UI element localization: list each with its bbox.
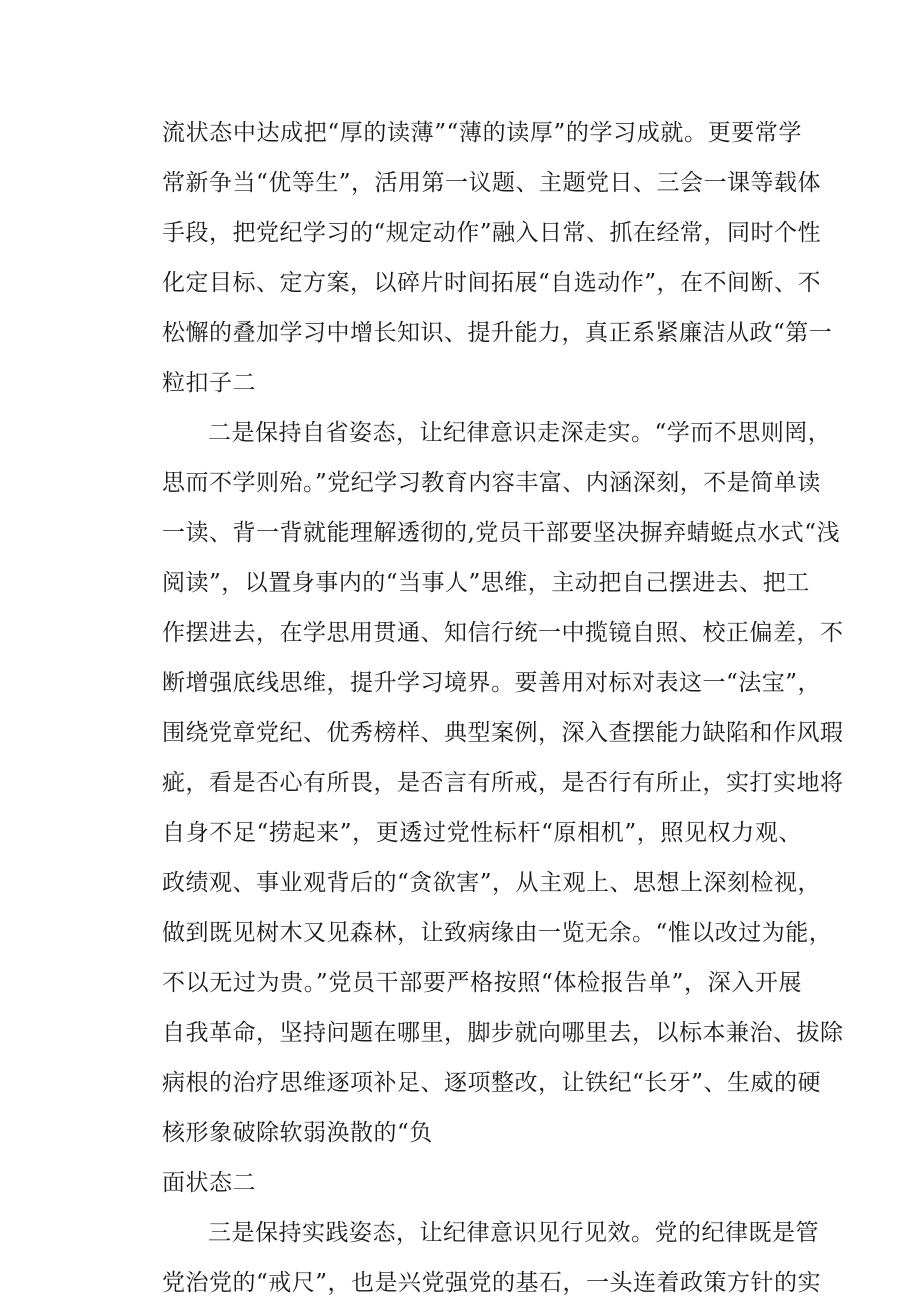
text-line: 疵，看是否心有所畏，是否言有所戒，是否行有所止，实打实地将 [162, 770, 844, 796]
text-line: 作摆进去，在学思用贯通、知信行统一中揽镜自照、校正偏差，不 [162, 620, 844, 646]
text-line: 面状态二 [162, 1170, 256, 1196]
text-line: 流状态中达成把“厚的读薄”“薄的读厚”的学习成就。更要常学 [162, 120, 802, 146]
text-line: 常新争当“优等生”，活用第一议题、主题党日、三会一课等载体 [162, 170, 822, 196]
text-line: 一读、背一背就能理解透彻的,党员干部要坚决摒弃蜻蜓点水式“浅 [162, 520, 841, 546]
text-line: 做到既见树木又见森林，让致病缘由一览无余。“惟以改过为能， [162, 920, 833, 946]
text-line: 政绩观、事业观背后的“贪欲害”，从主观上、思想上深刻检视， [162, 870, 822, 896]
text-line: 三是保持实践姿态，让纪律意识见行见效。党的纪律既是管 [208, 1220, 819, 1246]
text-line: 阅读”，以置身事内的“当事人”思维，主动把自己摆进去、把工 [162, 570, 810, 596]
text-line: 自身不足“捞起来”，更透过党性标杆“原相机”，照见权力观、 [162, 820, 802, 846]
text-line: 二是保持自省姿态，让纪律意识走深走实。“学而不思则罔， [208, 420, 832, 446]
text-line: 自我革命，坚持问题在哪里，脚步就向哪里去，以标本兼治、拔除 [162, 1020, 844, 1046]
text-line: 围绕党章党纪、优秀榜样、典型案例，深入查摆能力缺陷和作风瑕 [162, 720, 844, 746]
text-line: 断增强底线思维，提升学习境界。要善用对标对表这一“法宝”， [162, 670, 822, 696]
text-line: 手段，把党纪学习的“规定动作”融入日常、抓在经常，同时个性 [162, 220, 822, 246]
text-line: 不以无过为贵。”党员干部要严格按照“体检报告单”，深入开展 [162, 970, 802, 996]
text-line: 核形象破除软弱涣散的“负 [162, 1120, 433, 1146]
text-line: 松懈的叠加学习中增长知识、提升能力，真正系紧廉洁从政“第一 [162, 320, 833, 346]
text-line: 化定目标、定方案，以碎片时间拓展“自选动作”，在不间断、不 [162, 270, 822, 296]
text-line: 病根的治疗思维逐项补足、逐项整改，让铁纪“长牙”、生威的硬 [162, 1070, 822, 1096]
text-line: 粒扣子二 [162, 370, 256, 396]
document-body [162, 108, 844, 1308]
text-line: 党治党的“戒尺”，也是兴党强党的基石，一头连着政策方针的实 [162, 1270, 822, 1296]
text-line: 思而不学则殆。”党纪学习教育内容丰富、内涵深刻，不是简单读 [162, 470, 821, 496]
